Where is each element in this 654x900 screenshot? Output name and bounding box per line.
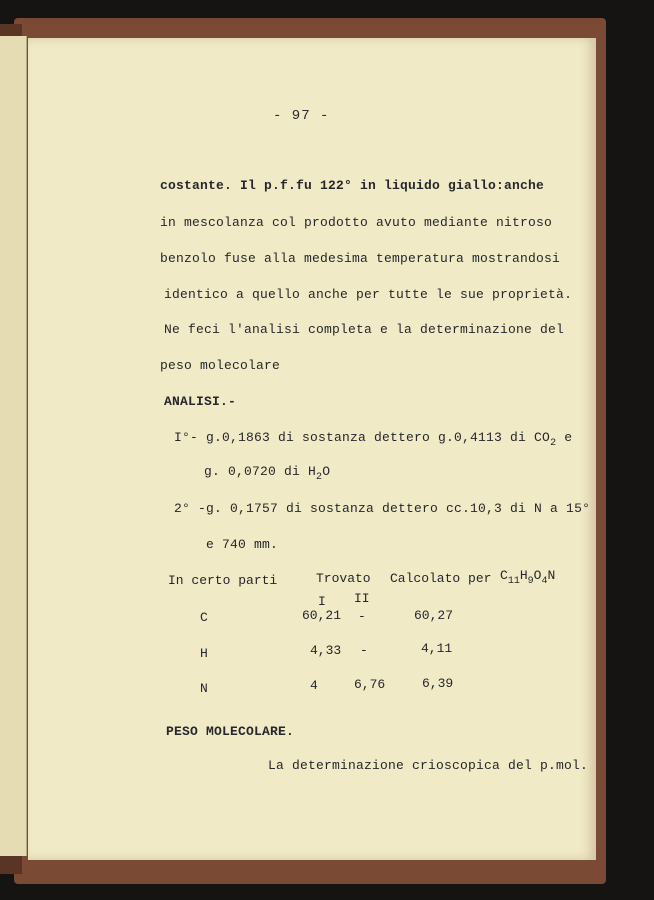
row-found-i: 60,21: [302, 608, 342, 623]
analisi-heading: ANALISI.-: [164, 394, 237, 409]
row-calc: 60,27: [414, 608, 454, 623]
row-found-i: 4,33: [310, 643, 342, 658]
row-found-i: 4: [310, 678, 318, 693]
table-header-calc: Calcolato per: [390, 571, 492, 586]
page-number: - 97 -: [273, 108, 330, 124]
row-element: C: [200, 610, 208, 625]
paragraph-line: identico a quello anche per tutte le sue proprietà.: [164, 287, 573, 302]
analisi-1-text: I°- g.0,1863 di sostanza dettero g.0,4113 di CO: [174, 430, 551, 445]
formula-h: H: [519, 568, 528, 583]
formula-o: O: [533, 568, 542, 583]
paragraph-line: in mescolanza col prodotto avuto mediante nitroso: [160, 215, 553, 230]
last-line: La determinazione crioscopica del p.mol.: [268, 758, 589, 773]
analisi-1b-text: g. 0,0720 di H: [204, 464, 317, 479]
analisi-line-1b: [204, 464, 331, 483]
row-element: N: [200, 681, 208, 696]
row-calc: 6,39: [422, 676, 454, 691]
subscript: 2: [550, 438, 557, 449]
table-header-label: In certo parti: [168, 573, 278, 588]
formula-h-sub: 9: [527, 576, 534, 587]
analisi-line-2b: e 740 mm.: [206, 537, 279, 552]
subscript: 2: [316, 472, 323, 483]
row-element: H: [200, 646, 208, 661]
analisi-1b-suffix: O: [322, 464, 331, 479]
formula: [500, 568, 556, 587]
paragraph-line: benzolo fuse alla medesima temperatura mostrandosi: [160, 251, 561, 266]
peso-heading: PESO MOLECOLARE.: [166, 724, 295, 739]
formula-c-sub: 11: [507, 576, 520, 587]
paragraph-line: Ne feci l'analisi completa e la determinazione del: [164, 322, 565, 337]
column-ii: II: [354, 591, 370, 606]
formula-n: N: [547, 568, 556, 583]
row-calc: 4,11: [421, 641, 453, 656]
column-i: I: [318, 594, 326, 609]
formula-c: C: [500, 568, 508, 583]
paragraph-line: peso molecolare: [160, 358, 281, 373]
facing-page-edge: [0, 36, 27, 856]
analisi-line-2: 2° -g. 0,1757 di sostanza dettero cc.10,3 di N a 15°: [174, 501, 591, 516]
table-header-found: Trovato: [316, 571, 371, 586]
paragraph-line: costante. Il p.f.fu 122° in liquido giallo:anche: [160, 178, 545, 193]
document-page: [28, 38, 596, 860]
row-found-ii: 6,76: [354, 677, 386, 692]
formula-o-sub: 4: [541, 576, 548, 587]
row-found-ii: -: [358, 609, 366, 624]
row-found-ii: -: [360, 643, 368, 658]
analisi-1-suffix: e: [556, 430, 573, 445]
analisi-line-1: [174, 430, 573, 449]
